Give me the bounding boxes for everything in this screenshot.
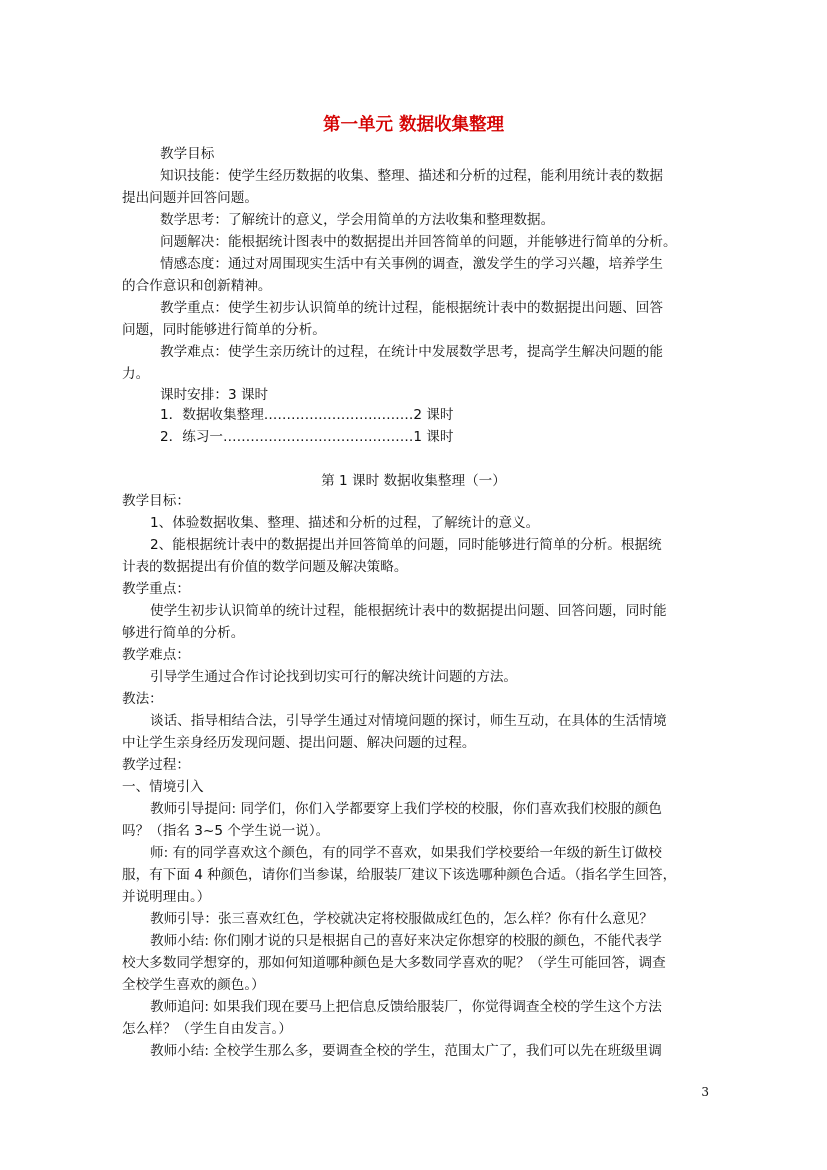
body-line: 服，有下面 4 种颜色，请你们当参谋，给服装厂建议下该选哪种颜色合适。（指名学生回答， [122,867,677,883]
body-line: 教师小结: 全校学生那么多，要调查全校的学生，范围太广了，我们可以先在班级里调 [150,1043,662,1059]
intro-line: 知识技能：使学生经历数据的收集、整理、描述和分析的过程，能利用统计表的数据 [160,168,663,184]
body-line: 引导学生通过合作讨论找到切实可行的解决统计问题的方法。 [150,669,518,685]
body-line: 校大多数同学想穿的，那如何知道哪种颜色是大多数同学喜欢的呢？（学生可能回答，调查 [122,955,666,971]
body-line: 教师引导：张三喜欢红色，学校就决定将校服做成红色的，怎么样？你有什么意见？ [150,911,653,927]
intro-line: 1．数据收集整理……………………………2 课时 [160,407,454,423]
body-line: 教学重点： [122,581,190,597]
body-line: 教师小结: 你们刚才说的只是根据自己的喜好来决定你想穿的校服的颜色，不能代表学 [150,933,662,949]
page-number: 3 [701,1085,709,1099]
body-line: 全校学生喜欢的颜色。） [122,977,265,993]
intro-line: 的合作意识和创新精神。 [122,278,272,294]
body-line: 够进行简单的分析。 [122,625,245,641]
intro-line: 2．练习一……………………………………1 课时 [160,429,454,445]
body-line: 中让学生亲身经历发现问题、提出问题、解决问题的过程。 [122,735,476,751]
intro-line: 问题，同时能够进行简单的分析。 [122,322,326,338]
intro-line: 提出问题并回答问题。 [122,190,258,206]
intro-line: 教学目标 [160,146,215,162]
body-line: 教学过程： [122,757,190,773]
intro-line: 教学重点：使学生初步认识简单的统计过程，能根据统计表中的数据提出问题、回答 [160,300,663,316]
lesson-title: 第 1 课时 数据收集整理（一） [321,473,506,489]
body-line: 怎么样？（学生自由发言。） [122,1021,292,1037]
body-line: 使学生初步认识简单的统计过程，能根据统计表中的数据提出问题、回答问题，同时能 [150,603,667,619]
intro-line: 教学难点：使学生亲历统计的过程，在统计中发展数学思考，提高学生解决问题的能 [160,344,663,360]
intro-line: 数学思考：了解统计的意义，学会用简单的方法收集和整理数据。 [160,212,555,228]
body-line: 2、能根据统计表中的数据提出并回答简单的问题，同时能够进行简单的分析。根据统 [150,537,662,553]
body-line: 教师追问: 如果我们现在要马上把信息反馈给服装厂，你觉得调查全校的学生这个方法 [150,999,662,1015]
intro-line: 问题解决：能根据统计图表中的数据提出并回答简单的问题，并能够进行简单的分析。 [160,234,677,250]
body-line: 1、体验数据收集、整理、描述和分析的过程，了解统计的意义。 [150,515,540,531]
body-line: 教法： [122,691,163,707]
unit-title: 第一单元 数据收集整理 [322,115,505,135]
body-line: 师: 有的同学喜欢这个颜色，有的同学不喜欢，如果我们学校要给一年级的新生订做校 [150,845,662,861]
body-line: 计表的数据提出有价值的数学问题及解决策略。 [122,559,408,575]
body-line: 一、情境引入 [122,779,204,795]
intro-line: 力。 [122,366,150,382]
body-line: 教学难点： [122,647,190,663]
body-line: 教师引导提问: 同学们，你们入学都要穿上我们学校的校服，你们喜欢我们校服的颜色 [150,801,662,817]
intro-line: 课时安排：3 课时 [160,387,269,403]
body-line: 教学目标： [122,493,190,509]
intro-line: 情感态度：通过对周围现实生活中有关事例的调查，激发学生的学习兴趣，培养学生 [160,256,663,272]
body-line: 吗？（指名 3~5 个学生说一说）。 [122,823,330,839]
body-line: 并说明理由。） [122,889,211,905]
body-line: 谈话、指导相结合法，引导学生通过对情境问题的探讨，师生互动，在具体的生活情境 [150,713,667,729]
